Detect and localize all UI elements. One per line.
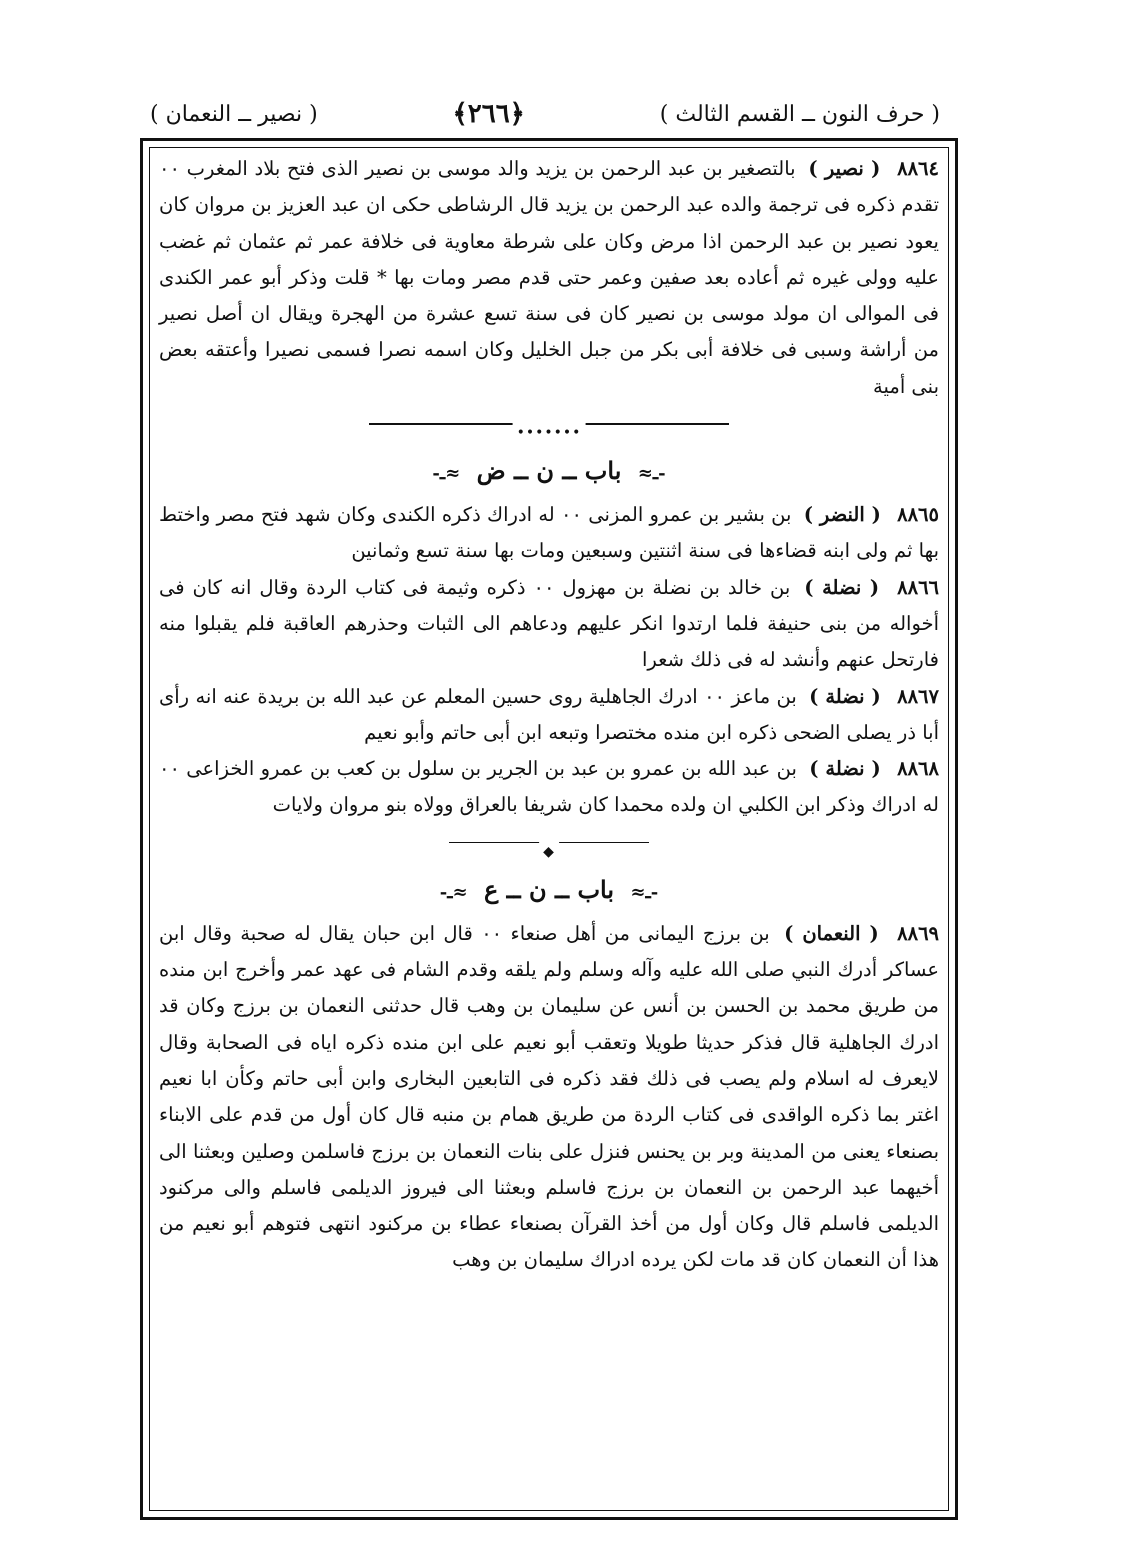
entry-text: بالتصغير بن عبد الرحمن بن يزيد والد موسى بن نصير الذى فتح بلاد المغرب ٠٠ تقدم ذكره فى ترجمة والده عبد الرحمن بن يزيد قال الرشاطى حكى ان عبد العزيز بن مروان كان يعود نصير بن عبد الرحمن اذا مرض وكان على شرطة معاوية فى خلافة عمر ثم عثمان ثم غضب عليه وولى غيره ثم أعاده بعد صفين وعمر حتى قدم مصر ومات بها * قلت وذكر أبو عمر الكندى فى الموالى ان مولد موسى بن نصير كان فى سنة تسع عشرة من الهجرة ويقال ان أصل نصير من أراشة وسبى فى خلافة أبى بكر من جبل الخليل وكان اسمه نصرا فسمى نصيرا وأعتقه بعض بنى أمية bbox=[159, 157, 939, 398]
entry-8868 bbox=[159, 751, 939, 824]
entry-number: ٨٨٦٩ bbox=[897, 921, 940, 945]
entry-text: بن برزج اليمانى من أهل صنعاء ٠٠ قال ابن حبان يقال له صحبة وقال ابن عساكر أدرك النبي صلى الله عليه وآله وسلم ولم يلقه وقدم الشام فى عهد عمر وأخرج ابن منده من طريق محمد بن الحسن بن أنس عن سليمان بن وهب قال حدثنى النعمان بن برزج وكان قد ادرك الجاهلية قال فذكر حديثا طويلا وتعقب أبو نعيم على ابن منده ذكره اياه فى الصحابة وقال لايعرف له اسلام ولم يصب فى ذلك فقد ذكره فى التابعين البخارى وابن أبى حاتم وكأن ابا نعيم اغتر بما ذكره الواقدى فى كتاب الردة من طريق همام بن منبه قال كان أول من قدم على الابناء بصنعاء يعنى من المدينة وبر بن يحنس فنزل على بنات النعمان بن برزج فاسلمن وصلين وبعثنا الى أخيهما عبد الرحمن بن النعمان بن برزج فاسلم وبعثنا الى فيروز الديلمى فاسلم والى مركنود الديلمى فاسلم قال وكان أول من أخذ القرآن بصنعاء عطاء بن مركنود انتهى فتوهم أبو نعيم من هذا أن النعمان كان قد مات لكن يرده ادراك سليمان بن وهب bbox=[159, 921, 939, 1272]
entry-name: ( نضلة ) bbox=[809, 684, 881, 708]
entry-name: ( نصير ) bbox=[808, 157, 881, 180]
divider-ornament: ••••••• bbox=[513, 415, 586, 451]
entry-8865 bbox=[159, 497, 939, 570]
entry-name: ( النضر ) bbox=[803, 503, 881, 527]
entry-number: ٨٨٦٤ bbox=[897, 157, 940, 180]
entry-text: بن بشير بن عمرو المزنى ٠٠ له ادراك ذكره الكندى وكان شهد فتح مصر واختط بها ثم ولى ابنه قضاءها فى سنة اثنتين وسبعين ومات بها سنة تسع وثمانين bbox=[159, 503, 939, 563]
entry-number: ٨٨٦٧ bbox=[897, 684, 940, 708]
entry-name: ( النعمان ) bbox=[784, 921, 879, 945]
entry-8866 bbox=[159, 570, 939, 679]
entry-text: بن خالد بن نضلة بن مهزول ٠٠ ذكره وثيمة فى كتاب الردة وقال انه كان فى أخواله من بنى حنيفة فلما ارتدوا انكر عليهم ودعاهم الى الثبات وحذرهم العاقبة فلم يقبلوا منه فارتحل عنهم وأنشد له فى ذلك شعرا bbox=[159, 575, 939, 672]
divider-ornament: ◆ bbox=[539, 834, 559, 870]
section-divider bbox=[159, 405, 939, 445]
entry-8869 bbox=[159, 916, 939, 1279]
section-title: باب ــ ن ــ ض bbox=[476, 456, 622, 486]
text-frame bbox=[140, 138, 958, 1520]
entry-text: بن عبد الله بن عمرو بن عبد بن الجرير بن سلول بن كعب بن عمرو الخزاعى ٠٠ له ادراك وذكر ابن الكلبي ان ولده محمدا كان شريفا بالعراق وولاه بنو مروان ولايات bbox=[159, 757, 939, 817]
entry-name: ( نضلة ) bbox=[809, 757, 881, 781]
header-chapter: ( حرف النون ــ القسم الثالث ) bbox=[659, 101, 940, 127]
section-heading-nun-ain bbox=[159, 864, 939, 916]
heading-ornament-right: -ـ≈ bbox=[630, 881, 659, 903]
section-heading-nun-dad bbox=[159, 445, 939, 497]
entry-number: ٨٨٦٥ bbox=[897, 503, 940, 527]
entry-8864 bbox=[159, 151, 939, 405]
page-content bbox=[159, 151, 939, 1279]
section-title: باب ــ ن ــ ع bbox=[483, 874, 615, 904]
section-divider bbox=[159, 824, 939, 864]
heading-ornament-left: ≈ـ- bbox=[439, 881, 468, 903]
entry-text: بن ماعز ٠٠ ادرك الجاهلية روى حسين المعلم عن عبد الله بن بريدة عنه انه رأى أبا ذر يصلى الضحى ذكره ابن منده مختصرا وتبعه ابن أبى حاتم وأبو نعيم bbox=[159, 684, 939, 744]
entry-8867 bbox=[159, 679, 939, 752]
entry-name: ( نضلة ) bbox=[804, 575, 880, 599]
entry-number: ٨٨٦٨ bbox=[897, 757, 940, 781]
heading-ornament-right: -ـ≈ bbox=[637, 463, 666, 485]
running-header bbox=[150, 92, 940, 136]
entry-number: ٨٨٦٦ bbox=[897, 575, 940, 599]
header-entries: ( نصير ــ النعمان ) bbox=[150, 101, 318, 127]
heading-ornament-left: ≈ـ- bbox=[432, 463, 461, 485]
page-number: ﴿٢٦٦﴾ bbox=[452, 99, 525, 129]
